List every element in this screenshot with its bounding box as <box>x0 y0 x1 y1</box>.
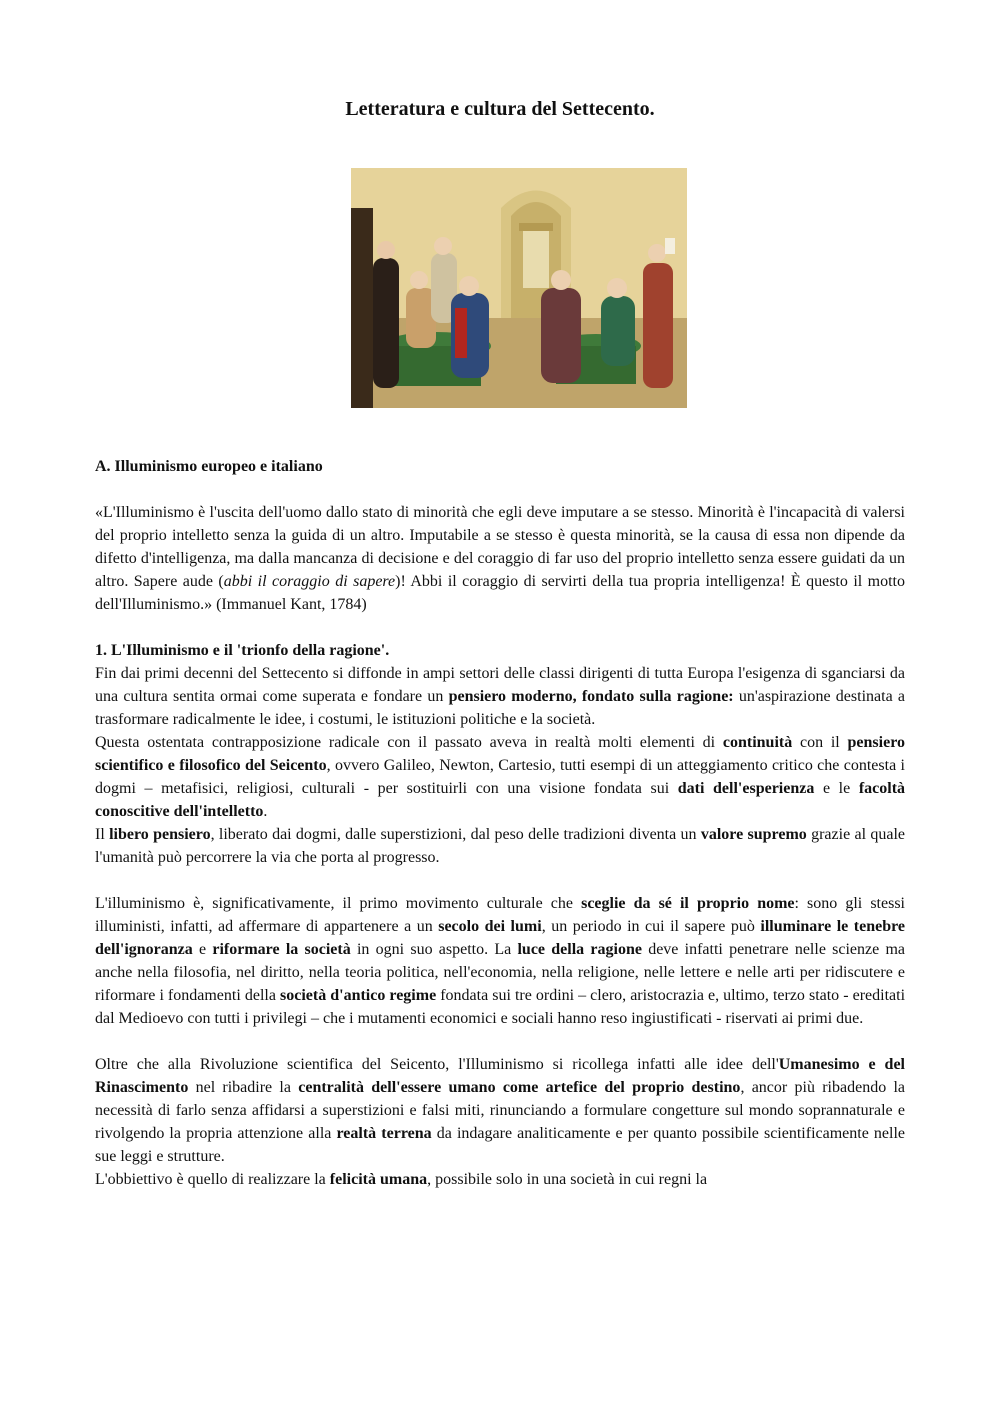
bold-text: facoltà conoscitive dell'intelletto <box>95 780 906 820</box>
text: L'obbiettivo è quello di realizzare la <box>95 1171 330 1188</box>
text: Fin dai primi decenni del Settecento si diffonde in ampi settori delle classi dirigenti di tutta Europa l'esigenza di sganciarsi da una cultura sentita ormai come superata e fondare un <box>95 665 905 705</box>
quote-text-2: )! Abbi il coraggio di servirti della tua propria intelligenza! È questo il motto dell'Illuminismo.» (Immanuel Kant, 1784) <box>95 573 905 613</box>
text: , liberato dai dogmi, dalle superstizioni, dal peso delle tradizioni diventa un <box>210 826 701 843</box>
paragraph-1 <box>95 662 905 731</box>
text: grazie al quale l'umanità può percorrere la via che porta al progresso. <box>95 826 906 866</box>
bold-text: felicità umana <box>329 1171 428 1188</box>
painting-image <box>351 168 687 408</box>
paragraph-3 <box>95 823 905 869</box>
text: : sono gli stessi illuministi, infatti, ad affermare di appartenere a un <box>95 895 906 935</box>
paragraph-4 <box>95 892 905 1030</box>
bold-text: luce della ragione <box>517 941 642 958</box>
bold-text: libero pensiero <box>109 826 211 843</box>
quote-text-1: «L'Illuminismo è l'uscita dell'uomo dallo stato di minorità che egli deve imputare a se stesso. Minorità è l'incapacità di valersi del proprio intelletto senza la guida di un altro. Imputabile a se stesso è questa minorità, se la causa di essa non dipende da difetto d'intelligenza, ma dalla mancanza di decisione e del coraggio di far uso del proprio intelletto senza essere guidati da un altro. Sapere aude ( <box>95 504 905 590</box>
text: , ancor più ribadendo la necessità di farlo senza affidarsi a superstizioni e falsi miti, rinunciando a formulare congetture sul mondo soprannaturale e rivolgendo la propria attenzione alla <box>95 1079 906 1142</box>
text: da indagare analiticamente e per quanto possibile scientificamente nelle sue leggi e strutture. <box>95 1125 906 1165</box>
text: L'illuminismo è, significativamente, il primo movimento culturale che <box>95 895 582 912</box>
text: in ogni suo aspetto. La <box>350 941 518 958</box>
section-heading-a: A. Illuminismo europeo e italiano <box>95 458 323 475</box>
page-title: Letteratura e cultura del Settecento. <box>345 98 655 120</box>
paragraph-2 <box>95 731 905 823</box>
paragraph-5 <box>95 1053 905 1168</box>
bold-text: realtà terrena <box>336 1125 432 1142</box>
text: Il <box>95 826 110 843</box>
text: Questa ostentata contrapposizione radicale con il passato aveva in realtà molti elementi di <box>95 734 723 751</box>
enlightenment-salon-painting <box>351 168 687 408</box>
bold-text: centralità dell'essere umano come artefice del proprio destino <box>298 1079 741 1096</box>
text: nel ribadire la <box>188 1079 299 1096</box>
bold-text: illuminare le tenebre dell'ignoranza <box>95 918 906 958</box>
quote-italic: abbi il coraggio di sapere <box>223 573 396 590</box>
text: un'aspirazione destinata a trasformare radicalmente le idee, i costumi, le istituzioni politiche e la società. <box>95 688 906 728</box>
text: Oltre che alla Rivoluzione scientifica del Seicento, l'Illuminismo si ricollega infatti alle idee dell' <box>95 1056 779 1073</box>
bold-text: dati dell'esperienza <box>677 780 815 797</box>
bold-text: pensiero moderno, fondato sulla ragione: <box>448 688 734 705</box>
bold-text: continuità <box>722 734 793 751</box>
text: deve infatti penetrare nelle scienze ma anche nella filosofia, nel diritto, nella teoria politica, nell'economia, nella religione, nelle lettere e nelle arti per ridiscutere e riformare i fondamenti della <box>95 941 906 1004</box>
bold-text: valore supremo <box>700 826 807 843</box>
document-body <box>95 455 905 1191</box>
text: , un periodo in cui il sapere può <box>541 918 761 935</box>
text: , possibile solo in una società in cui regni la <box>427 1171 708 1188</box>
text: , ovvero Galileo, Newton, Cartesio, tutti esempi di un atteggiamento critico che contesta i dogmi – metafisici, religiosi, culturali - per sostituirli con una visione fondata sui <box>95 757 905 797</box>
bold-text: pensiero scientifico e filosofico del Seicento <box>95 734 905 774</box>
bold-text: Umanesimo e del Rinascimento <box>95 1056 905 1096</box>
text: e <box>192 941 213 958</box>
kant-quote <box>95 501 905 616</box>
text: fondata sui tre ordini – clero, aristocrazia e, ultimo, terzo stato - ereditati dal Medioevo con tutti i privilegi – che i mutamenti economici e sociali hanno reso ingiustificati - riservati ai primi due. <box>95 987 906 1027</box>
bold-text: riformare la società <box>212 941 351 958</box>
bold-text: società d'antico regime <box>279 987 437 1004</box>
bold-text: secolo dei lumi <box>438 918 542 935</box>
bold-text: sceglie da sé il proprio nome <box>581 895 795 912</box>
section-heading-1: 1. L'Illuminismo e il 'trionfo della ragione'. <box>95 642 390 659</box>
text: con il <box>792 734 848 751</box>
text: e le <box>814 780 859 797</box>
text: . <box>263 803 268 820</box>
paragraph-6 <box>95 1168 905 1191</box>
